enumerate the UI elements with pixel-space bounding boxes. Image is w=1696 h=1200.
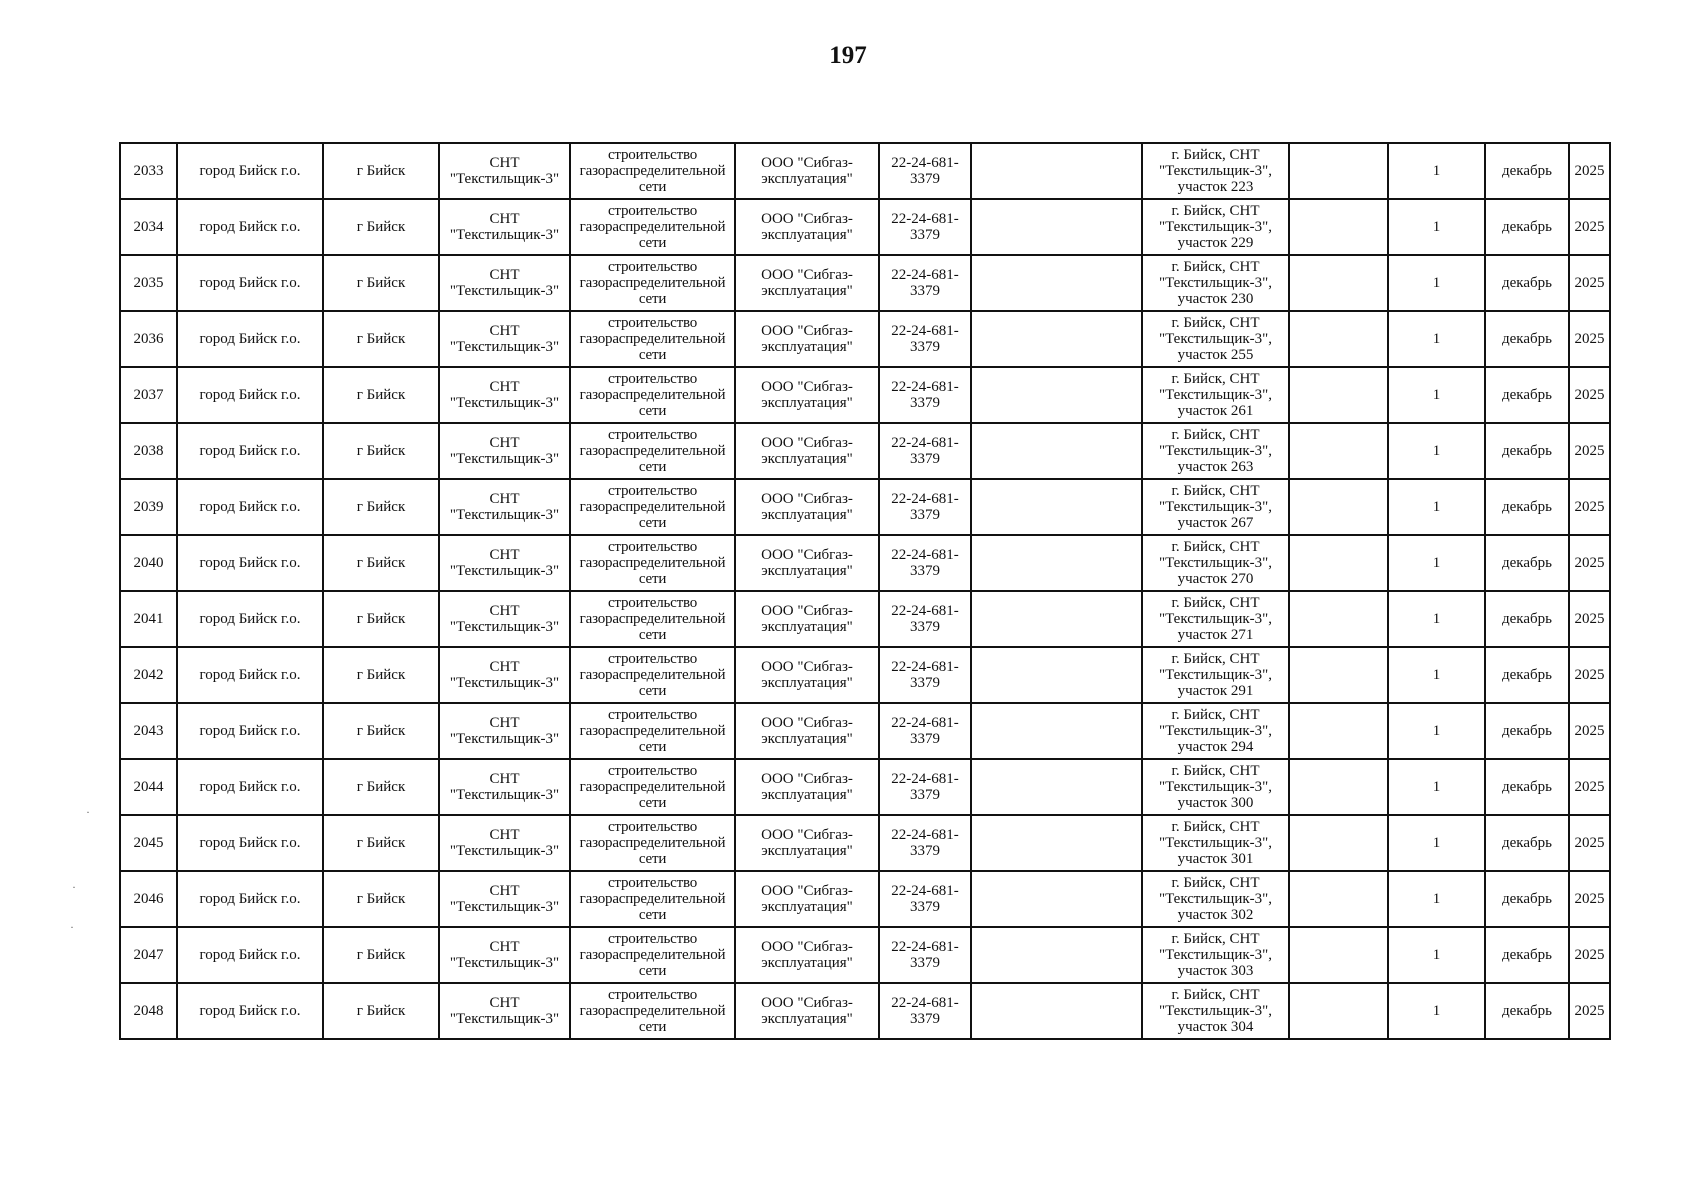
cell-num: 2043 — [120, 703, 177, 759]
cell-blank-2 — [1289, 143, 1388, 199]
page-number: 197 — [829, 42, 867, 69]
cell-blank-2 — [1289, 591, 1388, 647]
cell-object: СНТ "Текстильщик-3" — [439, 479, 570, 535]
cell-qty: 1 — [1388, 199, 1485, 255]
cell-municipality: город Бийск г.о. — [177, 367, 323, 423]
cell-object: СНТ "Текстильщик-3" — [439, 535, 570, 591]
table-row — [120, 535, 1610, 591]
cell-year: 2025 — [1569, 479, 1610, 535]
cell-blank-1 — [971, 199, 1142, 255]
cell-qty: 1 — [1388, 759, 1485, 815]
cell-municipality: город Бийск г.о. — [177, 479, 323, 535]
cell-settlement: г Бийск — [323, 871, 439, 927]
cell-blank-1 — [971, 815, 1142, 871]
cell-blank-2 — [1289, 927, 1388, 983]
cell-settlement: г Бийск — [323, 647, 439, 703]
cell-blank-2 — [1289, 647, 1388, 703]
table-row — [120, 255, 1610, 311]
cell-qty: 1 — [1388, 983, 1485, 1039]
registry-table — [119, 142, 1611, 1040]
cell-blank-2 — [1289, 983, 1388, 1039]
cell-code: 22-24-681-3379 — [879, 759, 971, 815]
cell-org: ООО "Сибгаз-эксплуатация" — [735, 927, 879, 983]
cell-settlement: г Бийск — [323, 255, 439, 311]
cell-year: 2025 — [1569, 983, 1610, 1039]
cell-address: г. Бийск, СНТ "Текстильщик-3", участок 304 — [1142, 983, 1289, 1039]
cell-year: 2025 — [1569, 367, 1610, 423]
cell-qty: 1 — [1388, 423, 1485, 479]
cell-municipality: город Бийск г.о. — [177, 199, 323, 255]
cell-blank-1 — [971, 255, 1142, 311]
cell-object: СНТ "Текстильщик-3" — [439, 647, 570, 703]
cell-code: 22-24-681-3379 — [879, 255, 971, 311]
cell-qty: 1 — [1388, 255, 1485, 311]
cell-blank-1 — [971, 703, 1142, 759]
cell-num: 2045 — [120, 815, 177, 871]
cell-work: строительство газораспределительной сети — [570, 479, 735, 535]
cell-municipality: город Бийск г.о. — [177, 815, 323, 871]
cell-org: ООО "Сибгаз-эксплуатация" — [735, 423, 879, 479]
cell-address: г. Бийск, СНТ "Текстильщик-3", участок 261 — [1142, 367, 1289, 423]
cell-year: 2025 — [1569, 255, 1610, 311]
cell-code: 22-24-681-3379 — [879, 703, 971, 759]
cell-settlement: г Бийск — [323, 927, 439, 983]
cell-settlement: г Бийск — [323, 199, 439, 255]
cell-num: 2036 — [120, 311, 177, 367]
cell-object: СНТ "Текстильщик-3" — [439, 983, 570, 1039]
cell-num: 2034 — [120, 199, 177, 255]
cell-num: 2046 — [120, 871, 177, 927]
cell-qty: 1 — [1388, 815, 1485, 871]
cell-object: СНТ "Текстильщик-3" — [439, 703, 570, 759]
cell-year: 2025 — [1569, 759, 1610, 815]
cell-settlement: г Бийск — [323, 983, 439, 1039]
cell-municipality: город Бийск г.о. — [177, 255, 323, 311]
cell-blank-2 — [1289, 311, 1388, 367]
cell-org: ООО "Сибгаз-эксплуатация" — [735, 143, 879, 199]
cell-num: 2039 — [120, 479, 177, 535]
cell-code: 22-24-681-3379 — [879, 199, 971, 255]
cell-address: г. Бийск, СНТ "Текстильщик-3", участок 294 — [1142, 703, 1289, 759]
cell-blank-2 — [1289, 479, 1388, 535]
cell-object: СНТ "Текстильщик-3" — [439, 199, 570, 255]
cell-settlement: г Бийск — [323, 535, 439, 591]
cell-org: ООО "Сибгаз-эксплуатация" — [735, 759, 879, 815]
cell-work: строительство газораспределительной сети — [570, 143, 735, 199]
cell-code: 22-24-681-3379 — [879, 647, 971, 703]
cell-code: 22-24-681-3379 — [879, 535, 971, 591]
cell-org: ООО "Сибгаз-эксплуатация" — [735, 871, 879, 927]
cell-blank-2 — [1289, 815, 1388, 871]
cell-code: 22-24-681-3379 — [879, 815, 971, 871]
cell-code: 22-24-681-3379 — [879, 479, 971, 535]
cell-work: строительство газораспределительной сети — [570, 423, 735, 479]
cell-org: ООО "Сибгаз-эксплуатация" — [735, 255, 879, 311]
cell-settlement: г Бийск — [323, 759, 439, 815]
cell-address: г. Бийск, СНТ "Текстильщик-3", участок 301 — [1142, 815, 1289, 871]
cell-work: строительство газораспределительной сети — [570, 647, 735, 703]
cell-municipality: город Бийск г.о. — [177, 591, 323, 647]
cell-qty: 1 — [1388, 479, 1485, 535]
cell-blank-2 — [1289, 871, 1388, 927]
cell-month: декабрь — [1485, 815, 1569, 871]
cell-qty: 1 — [1388, 927, 1485, 983]
cell-object: СНТ "Текстильщик-3" — [439, 815, 570, 871]
cell-blank-2 — [1289, 535, 1388, 591]
cell-year: 2025 — [1569, 591, 1610, 647]
cell-blank-2 — [1289, 423, 1388, 479]
cell-month: декабрь — [1485, 535, 1569, 591]
cell-org: ООО "Сибгаз-эксплуатация" — [735, 647, 879, 703]
cell-org: ООО "Сибгаз-эксплуатация" — [735, 367, 879, 423]
cell-object: СНТ "Текстильщик-3" — [439, 367, 570, 423]
cell-org: ООО "Сибгаз-эксплуатация" — [735, 199, 879, 255]
cell-municipality: город Бийск г.о. — [177, 927, 323, 983]
cell-month: декабрь — [1485, 871, 1569, 927]
cell-municipality: город Бийск г.о. — [177, 871, 323, 927]
table-body — [120, 143, 1610, 1039]
table-row — [120, 759, 1610, 815]
cell-year: 2025 — [1569, 311, 1610, 367]
cell-work: строительство газораспределительной сети — [570, 591, 735, 647]
table-row — [120, 311, 1610, 367]
cell-month: декабрь — [1485, 311, 1569, 367]
table-row — [120, 647, 1610, 703]
scan-artifact: · — [70, 920, 74, 934]
cell-address: г. Бийск, СНТ "Текстильщик-3", участок 303 — [1142, 927, 1289, 983]
cell-settlement: г Бийск — [323, 703, 439, 759]
cell-address: г. Бийск, СНТ "Текстильщик-3", участок 230 — [1142, 255, 1289, 311]
table-row — [120, 927, 1610, 983]
cell-num: 2033 — [120, 143, 177, 199]
cell-blank-1 — [971, 983, 1142, 1039]
cell-year: 2025 — [1569, 535, 1610, 591]
cell-address: г. Бийск, СНТ "Текстильщик-3", участок 302 — [1142, 871, 1289, 927]
cell-settlement: г Бийск — [323, 479, 439, 535]
cell-year: 2025 — [1569, 647, 1610, 703]
cell-code: 22-24-681-3379 — [879, 871, 971, 927]
cell-blank-1 — [971, 759, 1142, 815]
cell-blank-1 — [971, 647, 1142, 703]
cell-num: 2048 — [120, 983, 177, 1039]
cell-qty: 1 — [1388, 311, 1485, 367]
cell-blank-2 — [1289, 367, 1388, 423]
cell-year: 2025 — [1569, 927, 1610, 983]
cell-municipality: город Бийск г.о. — [177, 143, 323, 199]
cell-month: декабрь — [1485, 423, 1569, 479]
cell-blank-1 — [971, 927, 1142, 983]
cell-object: СНТ "Текстильщик-3" — [439, 255, 570, 311]
cell-blank-1 — [971, 591, 1142, 647]
cell-num: 2038 — [120, 423, 177, 479]
cell-year: 2025 — [1569, 423, 1610, 479]
cell-work: строительство газораспределительной сети — [570, 815, 735, 871]
cell-code: 22-24-681-3379 — [879, 983, 971, 1039]
cell-municipality: город Бийск г.о. — [177, 759, 323, 815]
cell-object: СНТ "Текстильщик-3" — [439, 871, 570, 927]
cell-qty: 1 — [1388, 143, 1485, 199]
cell-num: 2044 — [120, 759, 177, 815]
cell-work: строительство газораспределительной сети — [570, 255, 735, 311]
cell-month: декабрь — [1485, 479, 1569, 535]
cell-blank-1 — [971, 535, 1142, 591]
cell-settlement: г Бийск — [323, 423, 439, 479]
table-row — [120, 703, 1610, 759]
cell-year: 2025 — [1569, 143, 1610, 199]
cell-work: строительство газораспределительной сети — [570, 199, 735, 255]
cell-month: декабрь — [1485, 647, 1569, 703]
cell-blank-2 — [1289, 703, 1388, 759]
cell-municipality: город Бийск г.о. — [177, 535, 323, 591]
cell-object: СНТ "Текстильщик-3" — [439, 143, 570, 199]
cell-object: СНТ "Текстильщик-3" — [439, 423, 570, 479]
cell-month: декабрь — [1485, 759, 1569, 815]
cell-org: ООО "Сибгаз-эксплуатация" — [735, 983, 879, 1039]
cell-num: 2035 — [120, 255, 177, 311]
cell-code: 22-24-681-3379 — [879, 591, 971, 647]
cell-address: г. Бийск, СНТ "Текстильщик-3", участок 300 — [1142, 759, 1289, 815]
cell-address: г. Бийск, СНТ "Текстильщик-3", участок 229 — [1142, 199, 1289, 255]
cell-qty: 1 — [1388, 703, 1485, 759]
scan-artifact: · — [72, 880, 76, 894]
cell-org: ООО "Сибгаз-эксплуатация" — [735, 311, 879, 367]
cell-qty: 1 — [1388, 871, 1485, 927]
cell-code: 22-24-681-3379 — [879, 367, 971, 423]
cell-object: СНТ "Текстильщик-3" — [439, 927, 570, 983]
cell-municipality: город Бийск г.о. — [177, 983, 323, 1039]
cell-month: декабрь — [1485, 199, 1569, 255]
cell-org: ООО "Сибгаз-эксплуатация" — [735, 815, 879, 871]
cell-settlement: г Бийск — [323, 591, 439, 647]
cell-municipality: город Бийск г.о. — [177, 703, 323, 759]
cell-org: ООО "Сибгаз-эксплуатация" — [735, 535, 879, 591]
cell-address: г. Бийск, СНТ "Текстильщик-3", участок 291 — [1142, 647, 1289, 703]
cell-code: 22-24-681-3379 — [879, 927, 971, 983]
cell-year: 2025 — [1569, 815, 1610, 871]
cell-org: ООО "Сибгаз-эксплуатация" — [735, 703, 879, 759]
cell-work: строительство газораспределительной сети — [570, 367, 735, 423]
table-row — [120, 423, 1610, 479]
cell-address: г. Бийск, СНТ "Текстильщик-3", участок 271 — [1142, 591, 1289, 647]
cell-year: 2025 — [1569, 199, 1610, 255]
cell-work: строительство газораспределительной сети — [570, 983, 735, 1039]
cell-municipality: город Бийск г.о. — [177, 647, 323, 703]
cell-num: 2040 — [120, 535, 177, 591]
cell-month: декабрь — [1485, 255, 1569, 311]
cell-qty: 1 — [1388, 367, 1485, 423]
cell-work: строительство газораспределительной сети — [570, 759, 735, 815]
cell-month: декабрь — [1485, 591, 1569, 647]
cell-year: 2025 — [1569, 703, 1610, 759]
cell-month: декабрь — [1485, 927, 1569, 983]
cell-qty: 1 — [1388, 535, 1485, 591]
scan-artifact: · — [86, 805, 90, 819]
cell-settlement: г Бийск — [323, 311, 439, 367]
table-row — [120, 983, 1610, 1039]
cell-num: 2047 — [120, 927, 177, 983]
cell-org: ООО "Сибгаз-эксплуатация" — [735, 591, 879, 647]
cell-code: 22-24-681-3379 — [879, 423, 971, 479]
cell-work: строительство газораспределительной сети — [570, 703, 735, 759]
cell-address: г. Бийск, СНТ "Текстильщик-3", участок 263 — [1142, 423, 1289, 479]
table-row — [120, 367, 1610, 423]
table-row — [120, 591, 1610, 647]
cell-settlement: г Бийск — [323, 143, 439, 199]
cell-work: строительство газораспределительной сети — [570, 871, 735, 927]
cell-municipality: город Бийск г.о. — [177, 311, 323, 367]
cell-address: г. Бийск, СНТ "Текстильщик-3", участок 267 — [1142, 479, 1289, 535]
cell-municipality: город Бийск г.о. — [177, 423, 323, 479]
cell-blank-1 — [971, 311, 1142, 367]
cell-settlement: г Бийск — [323, 815, 439, 871]
cell-object: СНТ "Текстильщик-3" — [439, 591, 570, 647]
cell-work: строительство газораспределительной сети — [570, 535, 735, 591]
cell-qty: 1 — [1388, 647, 1485, 703]
cell-month: декабрь — [1485, 983, 1569, 1039]
table-row — [120, 199, 1610, 255]
cell-blank-1 — [971, 479, 1142, 535]
cell-org: ООО "Сибгаз-эксплуатация" — [735, 479, 879, 535]
cell-code: 22-24-681-3379 — [879, 311, 971, 367]
cell-code: 22-24-681-3379 — [879, 143, 971, 199]
cell-blank-2 — [1289, 255, 1388, 311]
table-row — [120, 143, 1610, 199]
cell-num: 2037 — [120, 367, 177, 423]
table-row — [120, 479, 1610, 535]
cell-blank-1 — [971, 423, 1142, 479]
cell-qty: 1 — [1388, 591, 1485, 647]
cell-address: г. Бийск, СНТ "Текстильщик-3", участок 223 — [1142, 143, 1289, 199]
cell-month: декабрь — [1485, 367, 1569, 423]
cell-num: 2041 — [120, 591, 177, 647]
cell-work: строительство газораспределительной сети — [570, 311, 735, 367]
cell-address: г. Бийск, СНТ "Текстильщик-3", участок 270 — [1142, 535, 1289, 591]
cell-blank-1 — [971, 871, 1142, 927]
cell-month: декабрь — [1485, 703, 1569, 759]
cell-blank-1 — [971, 143, 1142, 199]
table-row — [120, 871, 1610, 927]
cell-num: 2042 — [120, 647, 177, 703]
cell-object: СНТ "Текстильщик-3" — [439, 311, 570, 367]
cell-year: 2025 — [1569, 871, 1610, 927]
table-row — [120, 815, 1610, 871]
cell-address: г. Бийск, СНТ "Текстильщик-3", участок 255 — [1142, 311, 1289, 367]
cell-month: декабрь — [1485, 143, 1569, 199]
cell-work: строительство газораспределительной сети — [570, 927, 735, 983]
cell-blank-2 — [1289, 759, 1388, 815]
cell-settlement: г Бийск — [323, 367, 439, 423]
cell-object: СНТ "Текстильщик-3" — [439, 759, 570, 815]
cell-blank-2 — [1289, 199, 1388, 255]
cell-blank-1 — [971, 367, 1142, 423]
